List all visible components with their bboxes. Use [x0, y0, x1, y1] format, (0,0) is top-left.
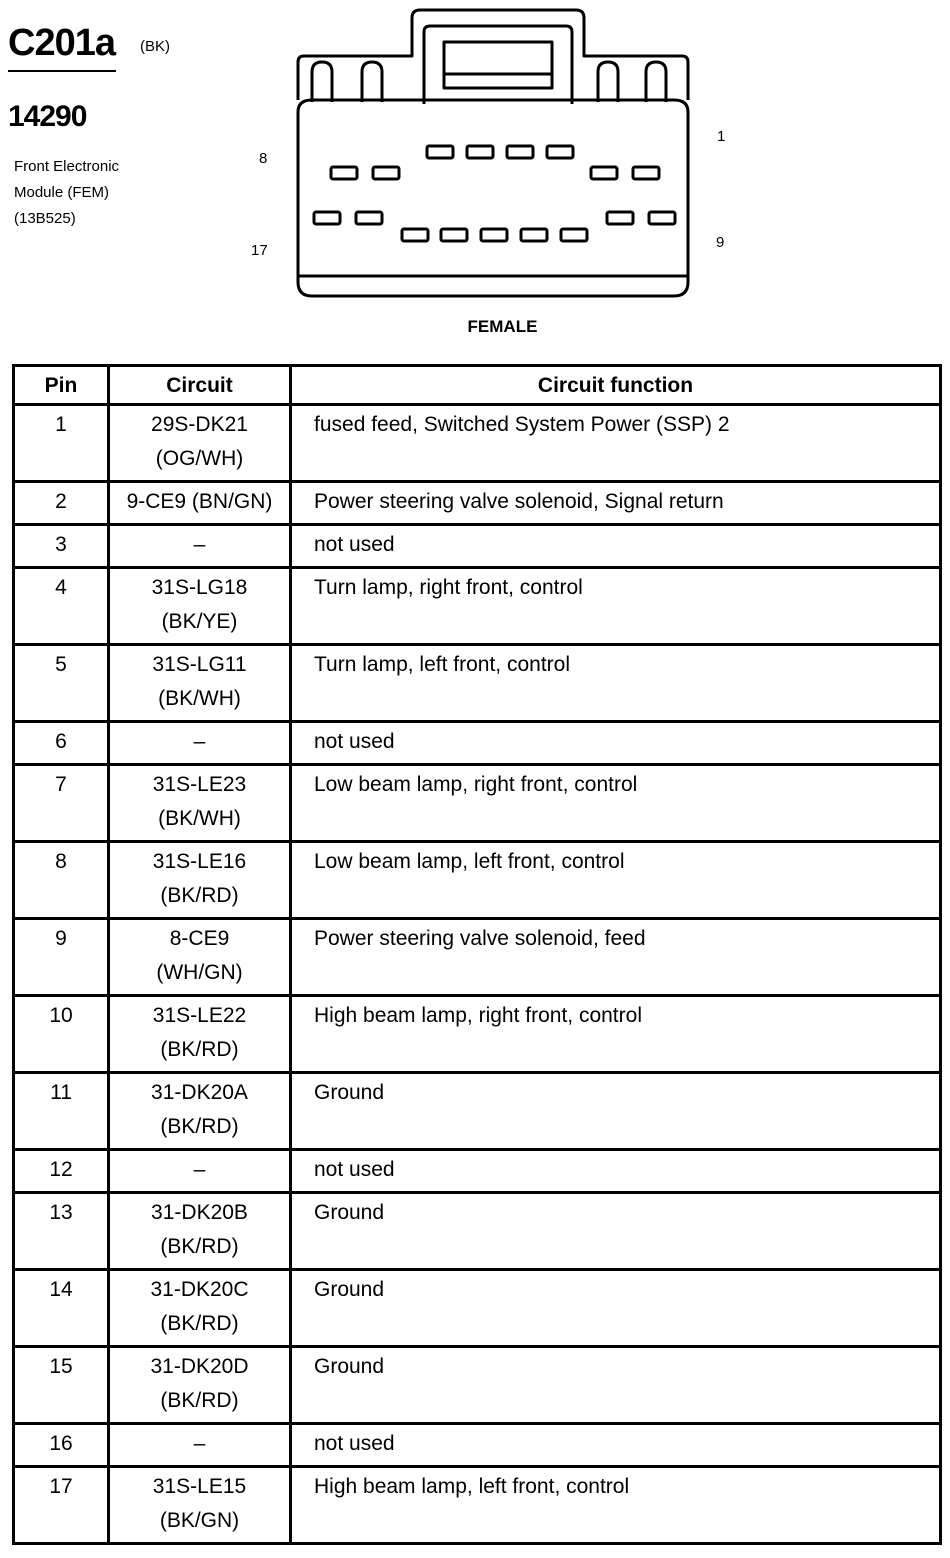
circuit-cell: [109, 1424, 291, 1467]
table-row: [14, 1193, 941, 1270]
circuit-cell: [109, 405, 291, 482]
circuit-code: 31S-LG18: [151, 576, 248, 599]
wire-color: (BK/RD): [160, 884, 239, 907]
pin-number: 17: [14, 1467, 109, 1544]
module-name-line1: Front Electronic: [14, 158, 120, 175]
circuit-cell: [109, 568, 291, 645]
cavity-9: [649, 212, 675, 224]
circuit-cell: [109, 525, 291, 568]
pin-number: 9: [14, 919, 109, 996]
circuit-cell: [109, 996, 291, 1073]
circuit-code: 31S-LG11: [152, 653, 247, 676]
pin-number: 12: [14, 1150, 109, 1193]
pin-number: 15: [14, 1347, 109, 1424]
wire-color: (BK/RD): [160, 1235, 239, 1258]
cavity-10: [607, 212, 633, 224]
cavity-8: [331, 167, 357, 179]
circuit-function: not used: [291, 1424, 941, 1467]
cavity-7: [373, 167, 399, 179]
cavity-3: [547, 146, 573, 158]
table-row: [14, 1424, 941, 1467]
circuit-cell: [109, 1467, 291, 1544]
circuit-function: Turn lamp, right front, control: [291, 568, 941, 645]
circuit-function: Power steering valve solenoid, Signal return: [291, 482, 941, 525]
wire-color: (BK/WH): [158, 687, 241, 710]
cavity-14: [441, 229, 467, 241]
circuit-cell: [109, 765, 291, 842]
header-pin: Pin: [14, 366, 109, 405]
circuit-code: 31S-LE22: [152, 1004, 247, 1027]
table-row: [14, 1347, 941, 1424]
wire-color: (BK/RD): [160, 1115, 239, 1138]
table-row: [14, 996, 941, 1073]
circuit-code: 8-CE9: [169, 927, 230, 950]
pin-number: 7: [14, 765, 109, 842]
pin-number: 8: [14, 842, 109, 919]
wire-color: (BK/RD): [160, 1389, 239, 1412]
wire-color: (BK/RD): [160, 1312, 239, 1335]
circuit-cell: [109, 1073, 291, 1150]
wire-color: (BK/WH): [158, 807, 241, 830]
cavity-12: [521, 229, 547, 241]
table-header-row: [14, 366, 941, 405]
table-row: [14, 722, 941, 765]
cavity-15: [402, 229, 428, 241]
connector-face-diagram: [0, 0, 950, 310]
pin-number: 13: [14, 1193, 109, 1270]
table-row: [14, 405, 941, 482]
pin-number: 11: [14, 1073, 109, 1150]
circuit-cell: [109, 1270, 291, 1347]
circuit-function: Turn lamp, left front, control: [291, 645, 941, 722]
circuit-code: –: [193, 1158, 206, 1181]
cavity-11: [561, 229, 587, 241]
circuit-function: not used: [291, 1150, 941, 1193]
pin-number: 4: [14, 568, 109, 645]
circuit-code: 31-DK20B: [151, 1201, 248, 1224]
pin-number: 10: [14, 996, 109, 1073]
table-row: [14, 1467, 941, 1544]
circuit-cell: [109, 1347, 291, 1424]
pin-number: 6: [14, 722, 109, 765]
view-label: FEMALE: [467, 317, 538, 336]
cavity-13: [481, 229, 507, 241]
wire-color: (BK/GN): [159, 1509, 240, 1532]
cavity-1: [633, 167, 659, 179]
pin-number: 16: [14, 1424, 109, 1467]
table-row: [14, 568, 941, 645]
circuit-cell: [109, 919, 291, 996]
table-row: [14, 525, 941, 568]
cavity-5: [467, 146, 493, 158]
pin-label-17: 17: [251, 242, 268, 259]
circuit-cell: [109, 482, 291, 525]
table-row: [14, 1073, 941, 1150]
cavity-4: [507, 146, 533, 158]
pin-label-8: 8: [259, 150, 268, 167]
wire-color: (BK/YE): [161, 610, 238, 633]
pin-number: 1: [14, 405, 109, 482]
table-row: [14, 765, 941, 842]
cavity-2: [591, 167, 617, 179]
cavity-6: [427, 146, 453, 158]
circuit-code: 31S-LE23: [152, 773, 247, 796]
circuit-cell: [109, 1150, 291, 1193]
circuit-function: High beam lamp, left front, control: [291, 1467, 941, 1544]
circuit-cell: [109, 1193, 291, 1270]
pin-number: 3: [14, 525, 109, 568]
wire-color: (BK/RD): [160, 1038, 239, 1061]
circuit-code: 29S-DK21: [151, 413, 248, 436]
module-name-line2: Module (FEM): [14, 184, 110, 201]
circuit-code: 31S-LE16: [152, 850, 247, 873]
wire-color: (WH/GN): [156, 961, 243, 984]
circuit-code: 9-CE9 (BN/GN): [126, 490, 273, 513]
pin-label-9: 9: [716, 234, 725, 251]
module-part-number: (13B525): [14, 210, 76, 227]
circuit-function: not used: [291, 525, 941, 568]
pinout-table: [12, 364, 942, 1545]
circuit-code: 31-DK20D: [150, 1355, 249, 1378]
circuit-function: Low beam lamp, left front, control: [291, 842, 941, 919]
circuit-code: 31-DK20C: [150, 1278, 249, 1301]
circuit-cell: [109, 645, 291, 722]
circuit-code: –: [193, 533, 206, 556]
circuit-code: –: [193, 730, 206, 753]
circuit-function: Ground: [291, 1347, 941, 1424]
circuit-function: Power steering valve solenoid, feed: [291, 919, 941, 996]
connector-id: C201a: [8, 22, 115, 64]
circuit-function: not used: [291, 722, 941, 765]
circuit-function: Ground: [291, 1073, 941, 1150]
table-row: [14, 842, 941, 919]
header-circuit-function: Circuit function: [291, 366, 941, 405]
circuit-function: Low beam lamp, right front, control: [291, 765, 941, 842]
connector-color: (BK): [140, 38, 170, 55]
circuit-code: 31-DK20A: [151, 1081, 248, 1104]
table-row: [14, 482, 941, 525]
table-row: [14, 919, 941, 996]
circuit-code: –: [193, 1432, 206, 1455]
cavity-16: [356, 212, 382, 224]
circuit-cell: [109, 842, 291, 919]
pin-label-1: 1: [717, 128, 726, 145]
header-circuit: Circuit: [109, 366, 291, 405]
wire-color: (OG/WH): [155, 447, 244, 470]
pin-number: 5: [14, 645, 109, 722]
cavity-17: [314, 212, 340, 224]
circuit-code: 31S-LE15: [152, 1475, 247, 1498]
circuit-function: High beam lamp, right front, control: [291, 996, 941, 1073]
circuit-function: fused feed, Switched System Power (SSP) 2: [291, 405, 941, 482]
table-row: [14, 645, 941, 722]
circuit-function: Ground: [291, 1193, 941, 1270]
table-row: [14, 1270, 941, 1347]
table-row: [14, 1150, 941, 1193]
pin-number: 14: [14, 1270, 109, 1347]
pin-number: 2: [14, 482, 109, 525]
part-number: 14290: [8, 100, 87, 133]
circuit-cell: [109, 722, 291, 765]
circuit-function: Ground: [291, 1270, 941, 1347]
